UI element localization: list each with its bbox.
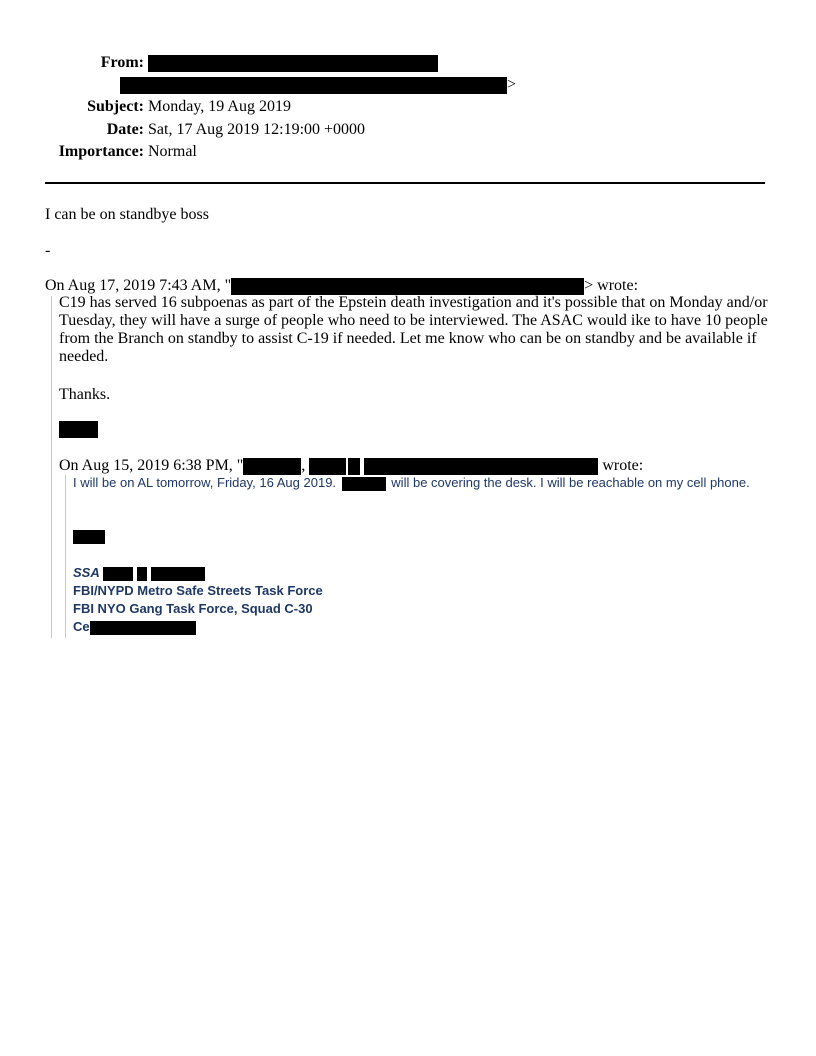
redaction-quote2-signature bbox=[73, 530, 105, 544]
from-label: From: bbox=[100, 54, 144, 71]
quote2-intro-prefix: On Aug 15, 2019 6:38 PM, " bbox=[59, 457, 244, 474]
quote2-intro-wrote: wrote: bbox=[602, 457, 644, 474]
quote2-body bbox=[73, 474, 753, 492]
quote1-intro-prefix: On Aug 17, 2019 7:43 AM, " bbox=[45, 277, 232, 294]
quote2-body-part2: will be covering the desk. I will be reachable on my cell phone. bbox=[391, 475, 750, 490]
redaction-quote2-initial bbox=[348, 458, 360, 475]
signature-cell-prefix: Ce bbox=[73, 619, 90, 634]
quote2-body-part1: I will be on AL tomorrow, Friday, 16 Aug 2019. bbox=[73, 475, 337, 490]
from-row bbox=[0, 53, 816, 73]
quote1-body: C19 has served 16 subpoenas as part of the Epstein death investigation and it's possible that on Monday and/or Tuesday, they will have a surge of people who need to be interviewed. The ASAC would ike to have 10 people from the Branch on standby to assist C-19 if needed. Let me know who can be on standby and be available if needed. bbox=[59, 294, 768, 365]
from-email-row bbox=[0, 75, 816, 95]
quote1-intro bbox=[45, 276, 638, 296]
reply-dash: - bbox=[45, 242, 51, 259]
signature-cell-row bbox=[73, 618, 196, 636]
redaction-quote2-firstname bbox=[309, 458, 346, 475]
from-email-suffix: > bbox=[507, 76, 517, 93]
redaction-quote1-signature bbox=[59, 421, 98, 438]
date-label: Date: bbox=[106, 121, 144, 138]
redaction-quote2-email bbox=[364, 458, 598, 475]
redaction-signature-firstname bbox=[103, 567, 133, 581]
subject-row bbox=[0, 97, 816, 117]
signature-title-row bbox=[73, 564, 205, 582]
date-row bbox=[0, 120, 816, 140]
quote1-intro-suffix: > wrote: bbox=[584, 277, 639, 294]
subject-value: Monday, 19 Aug 2019 bbox=[148, 98, 291, 115]
importance-row bbox=[0, 142, 816, 162]
redaction-signature-lastname bbox=[151, 567, 205, 581]
quote2-intro-comma: , bbox=[301, 457, 306, 474]
signature-title: SSA bbox=[73, 565, 100, 580]
quote2-border bbox=[65, 475, 66, 638]
signature-line2: FBI NYO Gang Task Force, Squad C-30 bbox=[73, 601, 313, 616]
redaction-from-email bbox=[120, 77, 507, 94]
date-value: Sat, 17 Aug 2019 12:19:00 +0000 bbox=[148, 121, 366, 138]
subject-label: Subject: bbox=[87, 98, 144, 115]
redaction-quote2-covering-name bbox=[342, 477, 386, 491]
quote2-intro bbox=[59, 456, 643, 476]
redaction-quote1-sender bbox=[231, 278, 584, 295]
quote1-border bbox=[51, 296, 52, 638]
importance-value: Normal bbox=[148, 143, 197, 160]
redaction-quote2-lastname bbox=[243, 458, 301, 475]
redaction-signature-cell bbox=[90, 621, 196, 635]
importance-label: Importance: bbox=[58, 143, 144, 160]
reply-body: I can be on standbye boss bbox=[45, 206, 209, 223]
header-divider bbox=[45, 182, 765, 184]
redaction-signature-initial bbox=[137, 567, 147, 581]
signature-line1: FBI/NYPD Metro Safe Streets Task Force bbox=[73, 583, 323, 598]
quote1-thanks: Thanks. bbox=[59, 386, 111, 403]
redaction-from-name bbox=[148, 55, 438, 72]
